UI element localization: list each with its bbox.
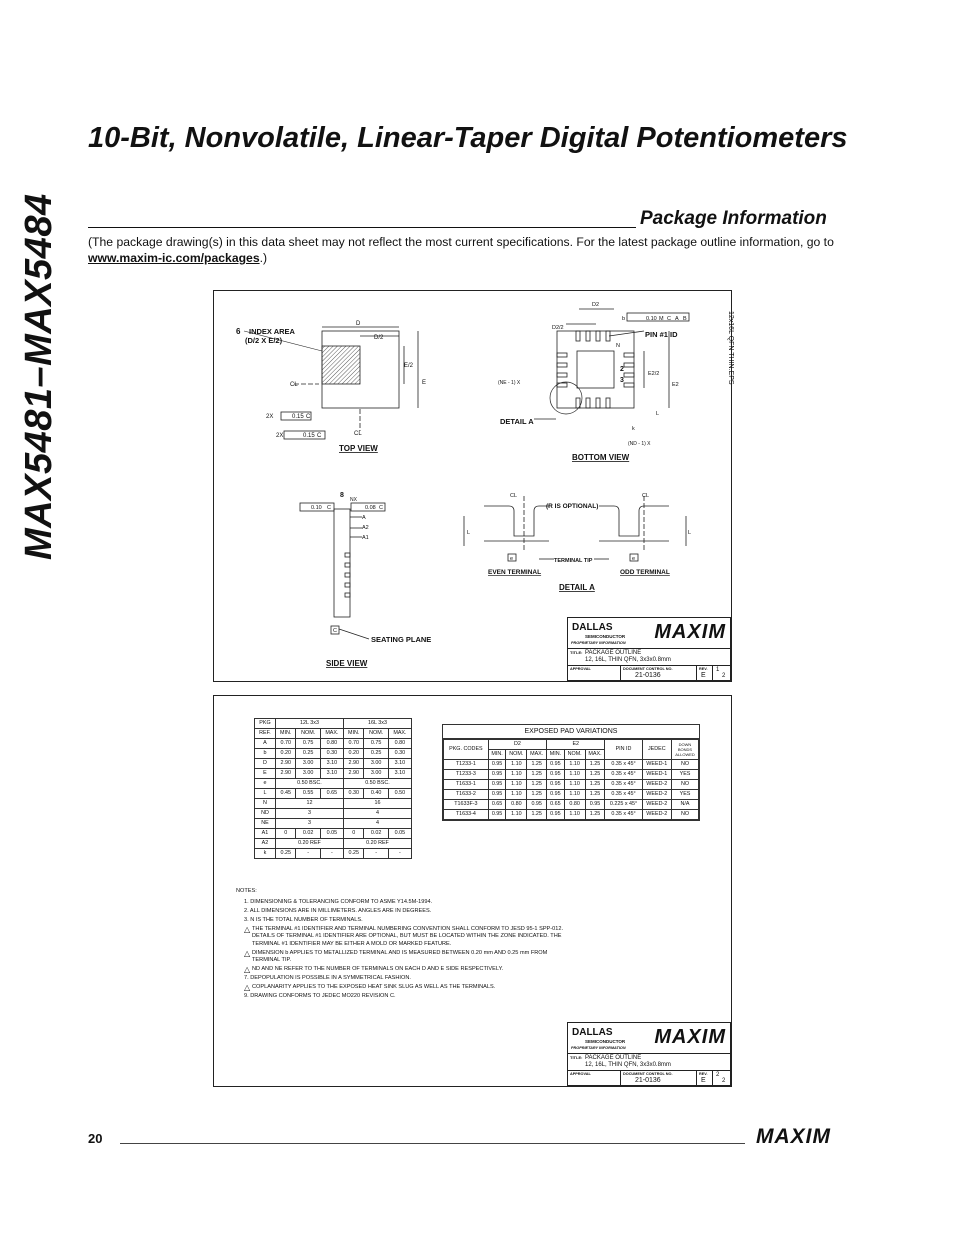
section-rule <box>88 227 636 228</box>
rev-value: E <box>701 1077 706 1084</box>
dim-cell: 2.90 <box>343 759 364 769</box>
dim-subheader-cell: MIN. <box>343 729 364 739</box>
odd-terminal-profile <box>599 506 669 536</box>
dim-cell: - <box>296 849 320 859</box>
dim-cell: 3.10 <box>388 769 411 779</box>
dim-e: E <box>422 380 427 386</box>
dim-cell: 0 <box>343 829 364 839</box>
dim-k: k <box>632 426 635 432</box>
centerline-label-2: CL <box>354 431 362 437</box>
notes-block <box>236 888 576 1002</box>
title-key: TITLE: <box>570 650 583 655</box>
pad-cell: 1.25 <box>527 770 547 780</box>
dallas-logo: DALLAS <box>572 1027 613 1038</box>
pad-cell: YES <box>672 790 699 800</box>
pad-cell: 1.25 <box>585 770 605 780</box>
dim-row <box>255 749 412 759</box>
ref-m: M <box>659 316 664 322</box>
approval-key: APPROVAL <box>570 667 591 671</box>
notes-heading: NOTES: <box>236 888 257 894</box>
dim-subheader-cell: MAX. <box>320 729 343 739</box>
centerline-label: CL <box>290 382 298 388</box>
pad-cell: 0.95 <box>547 810 565 820</box>
dim-cell: A2 <box>255 839 276 849</box>
index-area-hatch <box>322 346 360 384</box>
title-block-logo <box>568 618 730 649</box>
pad-cell: 0.95 <box>547 760 565 770</box>
semiconductor-label: SEMICONDUCTOR <box>585 634 626 639</box>
side-ref-c-1: C <box>327 505 331 511</box>
dim-subheader-cell: MIN. <box>275 729 296 739</box>
dim-cell: 0.02 <box>364 829 388 839</box>
dim-row <box>255 829 412 839</box>
pad-row <box>444 790 699 800</box>
top-view-label: TOP VIEW <box>339 444 378 453</box>
dim-cell: 0.20 REF <box>343 839 411 849</box>
pad-cell: T1633F-3 <box>444 800 489 810</box>
dim-cell: L <box>255 789 276 799</box>
side-view-label: SIDE VIEW <box>326 659 368 668</box>
pad-cell: 1.10 <box>506 790 527 800</box>
pad-cell: WEED-2 <box>642 810 671 820</box>
dim-l: L <box>656 411 660 417</box>
dim-d2-half: D2/2 <box>552 325 564 331</box>
dim-cell: 0.50 BSC. <box>275 779 343 789</box>
dim-cell: 0.20 <box>275 749 296 759</box>
pad-header-pkg: PKG. CODES <box>444 740 489 760</box>
dim-cell: b <box>255 749 276 759</box>
dim-subheader-cell: NOM. <box>296 729 320 739</box>
outline-title: PACKAGE OUTLINE <box>585 650 642 656</box>
dim-row <box>255 799 412 809</box>
pad-subheader-cell: MIN. <box>547 750 565 760</box>
pad-cell: 1.10 <box>564 760 585 770</box>
ref-c: C <box>667 316 671 322</box>
doc-number: 21-0136 <box>635 1077 661 1084</box>
sheet-number: 1 <box>716 667 720 673</box>
dim-cell: 2.90 <box>275 769 296 779</box>
dim-cell: e <box>255 779 276 789</box>
dim-cell: - <box>320 849 343 859</box>
dim-cell: 0.25 <box>343 849 364 859</box>
doc-control-key: DOCUMENT CONTROL NO. <box>623 667 673 671</box>
pad-cell: 1.25 <box>585 760 605 770</box>
dim-cell: 0.30 <box>388 749 411 759</box>
pad-cell: 1.25 <box>527 810 547 820</box>
page-number: 20 <box>88 1131 103 1146</box>
tol-value-b: 0.15 <box>303 433 315 439</box>
pad-cell: 0.80 <box>564 800 585 810</box>
dim-cell: 3.00 <box>296 759 320 769</box>
dim-cell: 3.00 <box>364 759 388 769</box>
note-7: 7. DEPOPULATION IS POSSIBLE IN A SYMMETRICAL FASHION. <box>244 975 411 982</box>
dim-cell: 3 <box>275 819 343 829</box>
detail-e-right: e <box>632 556 636 562</box>
dim-header-16l: 16L 3x3 <box>343 719 411 729</box>
detail-a-callout: DETAIL A <box>500 417 534 426</box>
pad-header-d2: D2 <box>488 740 546 750</box>
dim-cell: 0.02 <box>296 829 320 839</box>
note-4: △ THE TERMINAL #1 IDENTIFIER AND TERMINAL NUMBERING CONVENTION SHALL CONFORM TO JESD 95-1 SPP-012. DETAILS OF TERMINAL #1 IDENTIFIER ARE OPTIONAL, BUT MUST BE LOCATED WITHIN THE ZONE INDICATED. THE TERMINAL #1 IDENTIFIER MAY BE EITHER A MOLD OR MARKED FEATURE. <box>244 924 564 947</box>
pad-cell: 1.10 <box>506 760 527 770</box>
pad-cell: 1.25 <box>527 760 547 770</box>
dim-cell: NE <box>255 819 276 829</box>
detail-l-left: L <box>467 530 471 536</box>
pad-cell: 0.35 x 45° <box>605 770 642 780</box>
even-terminal-label: EVEN TERMINAL <box>488 569 542 576</box>
proprietary-label: PROPRIETARY INFORMATION <box>571 641 626 645</box>
dim-cell: 0.45 <box>275 789 296 799</box>
pad-cell: 1.10 <box>564 810 585 820</box>
dim-e2-half: E2/2 <box>648 371 660 377</box>
tol-b-value: 0.10 <box>646 316 657 322</box>
pad-row <box>444 780 699 790</box>
detail-a-title: DETAIL A <box>559 583 595 592</box>
even-terminal-profile <box>484 506 549 536</box>
pad-row <box>444 800 699 810</box>
pad-cell: 0.65 <box>547 800 565 810</box>
dim-cell: ND <box>255 809 276 819</box>
dim-e-half: E/2 <box>404 363 414 369</box>
intro-text-end: .) <box>259 251 268 265</box>
section-title: Package Information <box>640 208 827 229</box>
pad-subheader-cell: NOM. <box>506 750 527 760</box>
pad-header-down-bonds: DOWN BONDS ALLOWED <box>672 740 699 760</box>
dim-row <box>255 839 412 849</box>
detail-l-right: L <box>688 530 692 536</box>
pad-cell: T1233-3 <box>444 770 489 780</box>
seating-plane-label: SEATING PLANE <box>371 635 432 644</box>
dim-d2: D2 <box>592 302 600 308</box>
pad-subheader-cell: MAX. <box>527 750 547 760</box>
pad-cell: T1633-1 <box>444 780 489 790</box>
proprietary-label: PROPRIETARY INFORMATION <box>571 1046 626 1050</box>
pad-subheader-cell: MAX. <box>585 750 605 760</box>
pin-2: 2 <box>620 366 624 373</box>
warning-triangle-icon: △ <box>244 948 251 958</box>
pad-cell: 0.95 <box>488 760 506 770</box>
dim-cell: 3.10 <box>320 769 343 779</box>
dim-cell: 4 <box>343 819 411 829</box>
pad-cell: 1.10 <box>564 780 585 790</box>
note-6: △ ND AND NE REFER TO THE NUMBER OF TERMINALS ON EACH D AND E SIDE RESPECTIVELY. <box>244 965 504 975</box>
dim-cell: 3.00 <box>296 769 320 779</box>
dim-cell: 2.90 <box>343 769 364 779</box>
dim-ne: (NE - 1) X <box>498 380 521 386</box>
pad-cell: N/A <box>672 800 699 810</box>
dim-cell: - <box>364 849 388 859</box>
pad-cell: 0.95 <box>585 800 605 810</box>
pad-cell: YES <box>672 770 699 780</box>
pad-cell: 0.225 x 45° <box>605 800 642 810</box>
terminal-tip-label: TERMINAL TIP <box>554 558 593 564</box>
dim-cell: A <box>255 739 276 749</box>
page-title: 10-Bit, Nonvolatile, Linear-Taper Digital Potentiometers <box>88 122 848 154</box>
exposed-pad <box>577 351 614 388</box>
detail-centerline-2: CL <box>642 493 650 499</box>
outline-subtitle: 12, 16L, THIN QFN, 3x3x0.8mm <box>585 1062 671 1068</box>
dim-cell: 12 <box>275 799 343 809</box>
title-block-2 <box>567 1022 731 1086</box>
dim-cell: A1 <box>255 829 276 839</box>
pad-cell: 1.25 <box>585 780 605 790</box>
note-8-triangle: 8 <box>340 492 344 499</box>
note-1: 1. DIMENSIONING & TOLERANCING CONFORM TO ASME Y14.5M-1994. <box>244 898 433 905</box>
dim-cell: 4 <box>343 809 411 819</box>
intro-text: (The package drawing(s) in this data sheet may not reflect the most current specifications. For the latest package outline information, go to <box>88 235 834 249</box>
dim-cell: 0.25 <box>296 749 320 759</box>
pad-cell: NO <box>672 810 699 820</box>
pad-cell: 0.35 x 45° <box>605 760 642 770</box>
tol-2x: 2X <box>266 414 274 420</box>
pad-cell: 0.95 <box>488 790 506 800</box>
dim-cell: 0.65 <box>320 789 343 799</box>
dim-header-12l: 12L 3x3 <box>275 719 343 729</box>
side-ref-c-2: C <box>379 505 383 511</box>
tol-2x-b: 2X <box>276 433 284 439</box>
pad-cell: 1.25 <box>585 790 605 800</box>
dim-d-half: D/2 <box>374 335 384 341</box>
tol-ref: C <box>306 414 311 420</box>
exposed-pad-table <box>442 724 700 821</box>
dim-row <box>255 769 412 779</box>
note-9: 9. DRAWING CONFORMS TO JEDEC MO220 REVISION C. <box>244 993 396 1000</box>
pad-cell: T1633-4 <box>444 810 489 820</box>
pad-cell: NO <box>672 760 699 770</box>
dim-cell: 2.90 <box>275 759 296 769</box>
dim-cell: 0.25 <box>364 749 388 759</box>
pin-3: 3 <box>620 377 624 384</box>
note-2: 2. ALL DIMENSIONS ARE IN MILLIMETERS. ANGLES ARE IN DEGREES. <box>244 907 432 914</box>
maxim-logo: MAXIM <box>654 1026 726 1048</box>
dim-cell: 0.05 <box>320 829 343 839</box>
dim-subheader-cell: NOM. <box>364 729 388 739</box>
detail-centerline-1: CL <box>510 493 518 499</box>
footer-rule <box>120 1143 745 1144</box>
dim-cell: N <box>255 799 276 809</box>
outline-subtitle: 12, 16L, THIN QFN, 3x3x0.8mm <box>585 657 671 663</box>
pad-cell: 1.10 <box>564 770 585 780</box>
dim-nd: (ND - 1) X <box>628 441 651 447</box>
dim-cell: 0.75 <box>364 739 388 749</box>
warning-triangle-icon: △ <box>244 983 251 993</box>
side-tol-2: 0.08 <box>365 505 376 511</box>
semiconductor-label: SEMICONDUCTOR <box>585 1039 626 1044</box>
pad-cell: 0.80 <box>506 800 527 810</box>
note-6-triangle: 6 <box>236 327 241 336</box>
dim-d: D <box>356 321 361 327</box>
index-area-label: INDEX AREA <box>249 327 295 336</box>
dim-cell: 0.50 BSC. <box>343 779 411 789</box>
dim-cell: 16 <box>343 799 411 809</box>
dim-cell: - <box>388 849 411 859</box>
sheet-number: 2 <box>716 1072 720 1078</box>
pad-cell: WEED-1 <box>642 760 671 770</box>
dim-cell: 3 <box>275 809 343 819</box>
dim-cell: 0 <box>275 829 296 839</box>
note-5: △ DIMENSION b APPLIES TO METALLIZED TERMINAL AND IS MEASURED BETWEEN 0.20 mm AND 0.25 mm FROM TERMINAL TIP. <box>244 948 548 964</box>
dim-cell: 0.50 <box>388 789 411 799</box>
side-terminals <box>345 553 350 597</box>
intro-paragraph <box>88 234 888 266</box>
dim-subheader-cell: REF. <box>255 729 276 739</box>
r-optional-label: (R IS OPTIONAL) <box>546 503 599 510</box>
odd-terminal-label: ODD TERMINAL <box>620 569 670 576</box>
ref-b: B <box>683 316 687 322</box>
dim-cell: 0.75 <box>296 739 320 749</box>
dim-row <box>255 819 412 829</box>
ref-a: A <box>675 316 679 322</box>
dim-cell: 3.00 <box>364 769 388 779</box>
warning-triangle-icon: △ <box>244 965 251 975</box>
pad-cell: 1.25 <box>527 790 547 800</box>
approval-key: APPROVAL <box>570 1072 591 1076</box>
dim-a: A <box>362 515 366 521</box>
dim-cell: 0.30 <box>320 749 343 759</box>
title-key: TITLE: <box>570 1055 583 1060</box>
warning-triangle-icon: △ <box>244 924 251 934</box>
footer-maxim-logo: MAXIM <box>756 1125 831 1148</box>
dimension-table <box>254 718 412 859</box>
dim-subheader <box>255 729 412 739</box>
bottom-view-label: BOTTOM VIEW <box>572 453 630 462</box>
rev-value: E <box>701 672 706 679</box>
dim-cell: 0.25 <box>275 849 296 859</box>
pad-subheader-cell: NOM. <box>564 750 585 760</box>
pad-cell: 0.95 <box>488 780 506 790</box>
doc-control-key: DOCUMENT CONTROL NO. <box>623 1072 673 1076</box>
dim-row <box>255 739 412 749</box>
doc-number: 21-0136 <box>635 672 661 679</box>
dim-cell: 0.80 <box>388 739 411 749</box>
pad-cell: 0.95 <box>527 800 547 810</box>
pad-cell: 1.25 <box>585 810 605 820</box>
exposed-pad-title: EXPOSED PAD VARIATIONS <box>443 725 699 739</box>
dim-row <box>255 849 412 859</box>
dim-cell: 0.05 <box>388 829 411 839</box>
tol-value: 0.15 <box>292 414 304 420</box>
sheet-total: 2 <box>722 673 726 679</box>
pad-cell: 1.10 <box>506 810 527 820</box>
sheet-total: 2 <box>722 1078 726 1084</box>
pad-cell: 1.25 <box>527 780 547 790</box>
nx-label: NX <box>350 497 357 503</box>
pad-row <box>444 770 699 780</box>
pin1-id-label: PIN #1 ID <box>645 330 678 339</box>
pad-cell: NO <box>672 780 699 790</box>
pad-cell: T1633-2 <box>444 790 489 800</box>
pad-cell: 0.35 x 45° <box>605 790 642 800</box>
dim-e2: E2 <box>672 382 679 388</box>
pin-n: N <box>616 343 620 349</box>
dim-cell: 0.55 <box>296 789 320 799</box>
pad-cell: WEED-2 <box>642 790 671 800</box>
dim-cell: 3.10 <box>388 759 411 769</box>
pad-header-pin: PIN ID <box>605 740 642 760</box>
dim-a1: A1 <box>362 535 369 541</box>
pad-cell: WEED-2 <box>642 780 671 790</box>
pad-cell: 0.95 <box>488 810 506 820</box>
dim-cell: 0.80 <box>320 739 343 749</box>
pad-cell: 0.95 <box>547 780 565 790</box>
dim-row <box>255 759 412 769</box>
package-drawing-sheet-2 <box>213 695 732 1087</box>
dim-row <box>255 779 412 789</box>
pad-cell: 0.35 x 45° <box>605 780 642 790</box>
dim-cell: 0.20 <box>343 749 364 759</box>
pad-cell: 0.95 <box>547 790 565 800</box>
title-block-1 <box>567 617 731 681</box>
pad-header-e2: E2 <box>547 740 605 750</box>
package-drawing-sheet-1: 12x16L QFN THIN.EPS 6 INDEX AREA (D/2 X E/2) D D/2 E/2 E CL CL 2X 0.15 C 2X 0.15 C TOP VIEW D2 D2/2 b 0.10 M C A B PIN #1 ID N 2 3 E2/2 E2 (NE - 1) X L k (ND - 1) X DETAIL A BOTTOM VIEW 0.10 C 8 NX 0.08 C A A2 A1 C SEATING PLANE SIDE VIEW CL CL (R IS OPTIONAL) L L e e TERMINAL TIP EVEN TERMINAL ODD TERMINAL DETAIL A DALLAS SEMICONDUCTOR PROPRIETARY INFORMATION MAXIM TITLE: PACKAGE OUTLINE 12, 16L, THIN QFN, 3x3x0.8mm APPROVAL DOCUMENT CONTROL NO. 21-0136 REV. E 1 2 <box>213 290 732 682</box>
dim-subheader-cell: MAX. <box>388 729 411 739</box>
rev-key: REV. <box>699 1072 708 1076</box>
pad-cell: WEED-2 <box>642 800 671 810</box>
side-tol-1: 0.10 <box>311 505 322 511</box>
seating-ref-c: C <box>333 628 337 634</box>
pad-cell: 0.95 <box>488 770 506 780</box>
dim-cell: 0.70 <box>343 739 364 749</box>
pad-subheader-cell: MIN. <box>488 750 506 760</box>
dim-b: b <box>622 316 626 322</box>
dim-cell: k <box>255 849 276 859</box>
pad-cell: 1.10 <box>506 780 527 790</box>
dim-row <box>255 809 412 819</box>
dim-a2: A2 <box>362 525 369 531</box>
dim-cell: D <box>255 759 276 769</box>
note-8: △ COPLANARITY APPLIES TO THE EXPOSED HEAT SINK SLUG AS WELL AS THE TERMINALS. <box>244 983 496 993</box>
packages-link[interactable]: www.maxim-ic.com/packages <box>88 251 260 265</box>
title-block-logo <box>568 1023 730 1054</box>
dim-cell: 3.10 <box>320 759 343 769</box>
maxim-logo: MAXIM <box>654 621 726 643</box>
tol-ref-b: C <box>317 433 322 439</box>
dim-cell: 0.30 <box>343 789 364 799</box>
pad-cell: T1233-1 <box>444 760 489 770</box>
dim-cell: 0.20 REF <box>275 839 343 849</box>
pad-row <box>444 760 699 770</box>
note-3: 3. N IS THE TOTAL NUMBER OF TERMINALS. <box>244 916 363 923</box>
pad-row <box>444 810 699 820</box>
detail-e-left: e <box>510 556 514 562</box>
outline-title: PACKAGE OUTLINE <box>585 1055 642 1061</box>
dim-cell: 0.40 <box>364 789 388 799</box>
index-area-size: (D/2 X E/2) <box>245 336 283 345</box>
dim-row <box>255 789 412 799</box>
pad-cell: 1.10 <box>564 790 585 800</box>
rev-key: REV. <box>699 667 708 671</box>
pad-cell: 0.95 <box>547 770 565 780</box>
pad-cell: 0.35 x 45° <box>605 810 642 820</box>
dim-cell: E <box>255 769 276 779</box>
dim-header-pkg: PKG <box>255 719 276 729</box>
exposed-pad-grid <box>443 739 699 820</box>
pad-cell: 0.65 <box>488 800 506 810</box>
pad-cell: 1.10 <box>506 770 527 780</box>
dim-cell: 0.70 <box>275 739 296 749</box>
dallas-logo: DALLAS <box>572 622 613 633</box>
pad-cell: WEED-1 <box>642 770 671 780</box>
pad-header-jedec: JEDEC <box>642 740 671 760</box>
